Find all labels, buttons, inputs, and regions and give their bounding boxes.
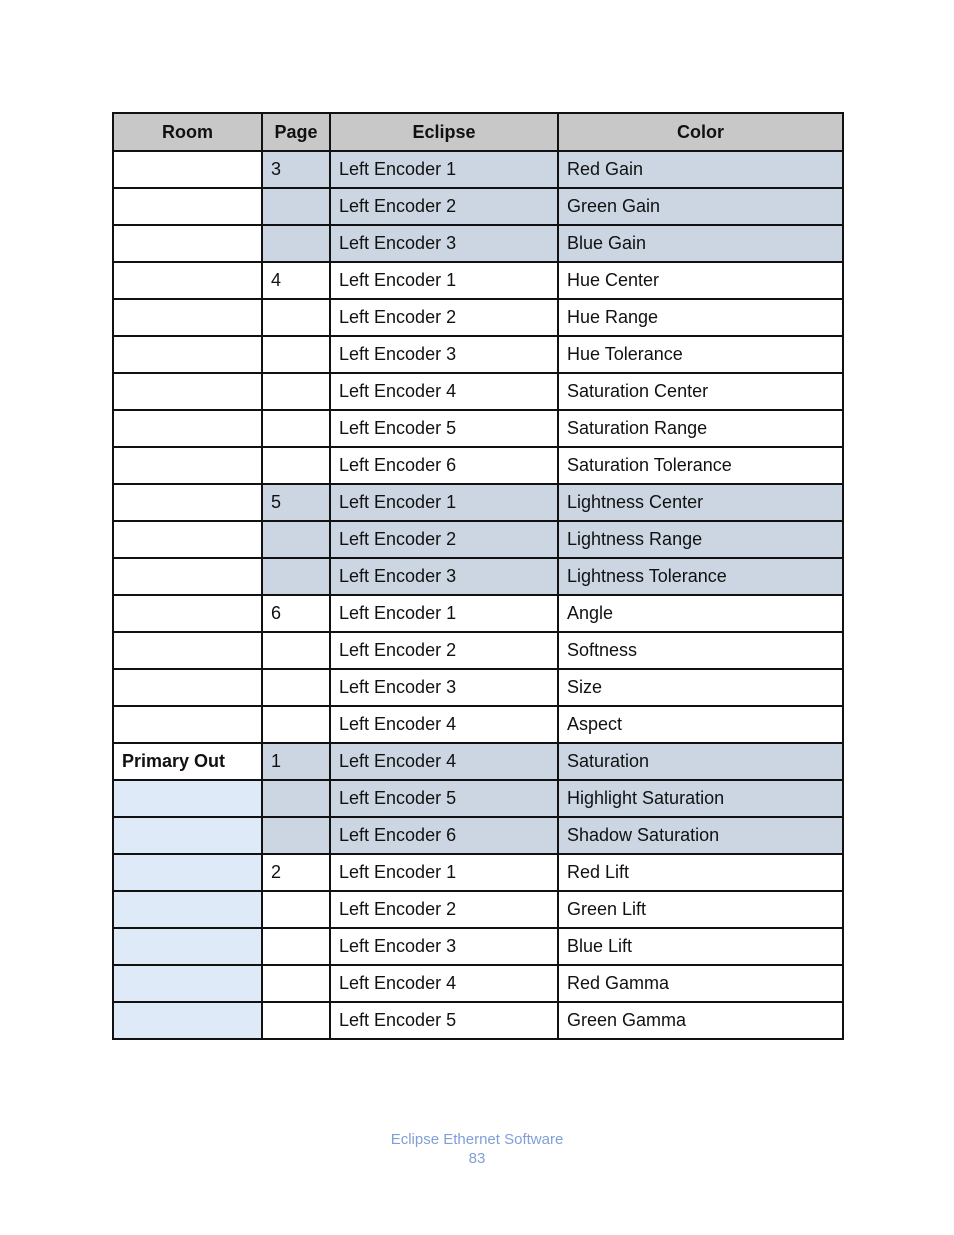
eclipse-control-cell: Left Encoder 1: [330, 484, 558, 521]
page-cell: [262, 965, 330, 1002]
eclipse-control-cell: Left Encoder 3: [330, 558, 558, 595]
table-row: [113, 1002, 843, 1039]
table-row: [113, 595, 843, 632]
page-cell: [262, 336, 330, 373]
color-parameter-cell: Lightness Range: [558, 521, 843, 558]
color-parameter-cell: Red Gamma: [558, 965, 843, 1002]
table-header-row: [113, 113, 843, 151]
page-cell: [262, 521, 330, 558]
page-cell: [262, 225, 330, 262]
room-cell: [113, 336, 262, 373]
eclipse-control-cell: Left Encoder 1: [330, 262, 558, 299]
room-cell: [113, 706, 262, 743]
page-cell: [262, 447, 330, 484]
column-header-color: Color: [558, 113, 843, 151]
table-row: [113, 225, 843, 262]
page-cell: [262, 669, 330, 706]
room-cell: [113, 632, 262, 669]
color-parameter-cell: Saturation Center: [558, 373, 843, 410]
table-row: [113, 817, 843, 854]
room-cell: [113, 410, 262, 447]
color-parameter-cell: Shadow Saturation: [558, 817, 843, 854]
table-row: [113, 632, 843, 669]
room-cell: [113, 188, 262, 225]
page-cell: 2: [262, 854, 330, 891]
table-row: [113, 262, 843, 299]
column-header-room: Room: [113, 113, 262, 151]
color-parameter-cell: Aspect: [558, 706, 843, 743]
eclipse-control-cell: Left Encoder 2: [330, 891, 558, 928]
table-row: [113, 854, 843, 891]
color-parameter-cell: Lightness Center: [558, 484, 843, 521]
column-header-eclipse: Eclipse: [330, 113, 558, 151]
page-cell: [262, 780, 330, 817]
color-parameter-cell: Lightness Tolerance: [558, 558, 843, 595]
page-cell: [262, 632, 330, 669]
room-cell: [113, 299, 262, 336]
room-cell: [113, 484, 262, 521]
color-parameter-cell: Softness: [558, 632, 843, 669]
color-parameter-cell: Angle: [558, 595, 843, 632]
page-cell: 4: [262, 262, 330, 299]
footer-page-number: 83: [468, 1150, 486, 1167]
eclipse-control-cell: Left Encoder 1: [330, 595, 558, 632]
table-row: [113, 336, 843, 373]
room-cell: [113, 817, 262, 854]
eclipse-control-cell: Left Encoder 1: [330, 151, 558, 188]
table-row: [113, 706, 843, 743]
page-cell: [262, 891, 330, 928]
eclipse-control-cell: Left Encoder 4: [330, 373, 558, 410]
eclipse-control-cell: Left Encoder 3: [330, 669, 558, 706]
color-parameter-cell: Red Gain: [558, 151, 843, 188]
room-cell: [113, 669, 262, 706]
table-row: [113, 521, 843, 558]
color-parameter-cell: Hue Tolerance: [558, 336, 843, 373]
page-cell: [262, 188, 330, 225]
color-parameter-cell: Green Gain: [558, 188, 843, 225]
color-parameter-cell: Red Lift: [558, 854, 843, 891]
page-cell: 3: [262, 151, 330, 188]
table-row: [113, 447, 843, 484]
footer-document-title: Eclipse Ethernet Software: [390, 1131, 564, 1148]
eclipse-control-cell: Left Encoder 2: [330, 632, 558, 669]
column-header-page: Page: [262, 113, 330, 151]
color-parameter-cell: Saturation Range: [558, 410, 843, 447]
eclipse-control-cell: Left Encoder 4: [330, 965, 558, 1002]
color-parameter-cell: Saturation Tolerance: [558, 447, 843, 484]
table-row: [113, 558, 843, 595]
room-cell: [113, 373, 262, 410]
table-row: [113, 188, 843, 225]
color-parameter-cell: Size: [558, 669, 843, 706]
encoder-mapping-table: [112, 112, 844, 1040]
page-cell: [262, 410, 330, 447]
room-cell: [113, 447, 262, 484]
page-cell: [262, 706, 330, 743]
page-cell: [262, 299, 330, 336]
color-parameter-cell: Green Gamma: [558, 1002, 843, 1039]
color-parameter-cell: Hue Center: [558, 262, 843, 299]
room-cell: [113, 262, 262, 299]
table-row: [113, 743, 843, 780]
room-cell: [113, 1002, 262, 1039]
color-parameter-cell: Highlight Saturation: [558, 780, 843, 817]
table-row: [113, 299, 843, 336]
eclipse-control-cell: Left Encoder 2: [330, 521, 558, 558]
page-cell: [262, 558, 330, 595]
room-cell: Primary Out: [113, 743, 262, 780]
page-cell: [262, 928, 330, 965]
eclipse-control-cell: Left Encoder 5: [330, 780, 558, 817]
table-row: [113, 410, 843, 447]
room-cell: [113, 558, 262, 595]
table-row: [113, 928, 843, 965]
room-cell: [113, 854, 262, 891]
room-cell: [113, 928, 262, 965]
eclipse-control-cell: Left Encoder 4: [330, 743, 558, 780]
page-cell: [262, 817, 330, 854]
page-cell: [262, 1002, 330, 1039]
table-row: [113, 669, 843, 706]
table-row: [113, 780, 843, 817]
room-cell: [113, 225, 262, 262]
color-parameter-cell: Green Lift: [558, 891, 843, 928]
table-row: [113, 151, 843, 188]
room-cell: [113, 891, 262, 928]
table-body: [113, 151, 843, 1039]
table-row: [113, 484, 843, 521]
page-cell: [262, 373, 330, 410]
room-cell: [113, 595, 262, 632]
table-row: [113, 891, 843, 928]
room-cell: [113, 521, 262, 558]
room-cell: [113, 151, 262, 188]
eclipse-control-cell: Left Encoder 3: [330, 225, 558, 262]
color-parameter-cell: Blue Gain: [558, 225, 843, 262]
eclipse-control-cell: Left Encoder 5: [330, 410, 558, 447]
eclipse-control-cell: Left Encoder 4: [330, 706, 558, 743]
page-cell: 1: [262, 743, 330, 780]
page-cell: 6: [262, 595, 330, 632]
eclipse-control-cell: Left Encoder 3: [330, 928, 558, 965]
eclipse-control-cell: Left Encoder 3: [330, 336, 558, 373]
color-parameter-cell: Hue Range: [558, 299, 843, 336]
page-cell: 5: [262, 484, 330, 521]
color-parameter-cell: Saturation: [558, 743, 843, 780]
room-cell: [113, 780, 262, 817]
table-row: [113, 965, 843, 1002]
eclipse-control-cell: Left Encoder 1: [330, 854, 558, 891]
eclipse-control-cell: Left Encoder 2: [330, 188, 558, 225]
room-cell: [113, 965, 262, 1002]
table-row: [113, 373, 843, 410]
eclipse-control-cell: Left Encoder 2: [330, 299, 558, 336]
eclipse-control-cell: Left Encoder 5: [330, 1002, 558, 1039]
color-parameter-cell: Blue Lift: [558, 928, 843, 965]
eclipse-control-cell: Left Encoder 6: [330, 817, 558, 854]
eclipse-control-cell: Left Encoder 6: [330, 447, 558, 484]
